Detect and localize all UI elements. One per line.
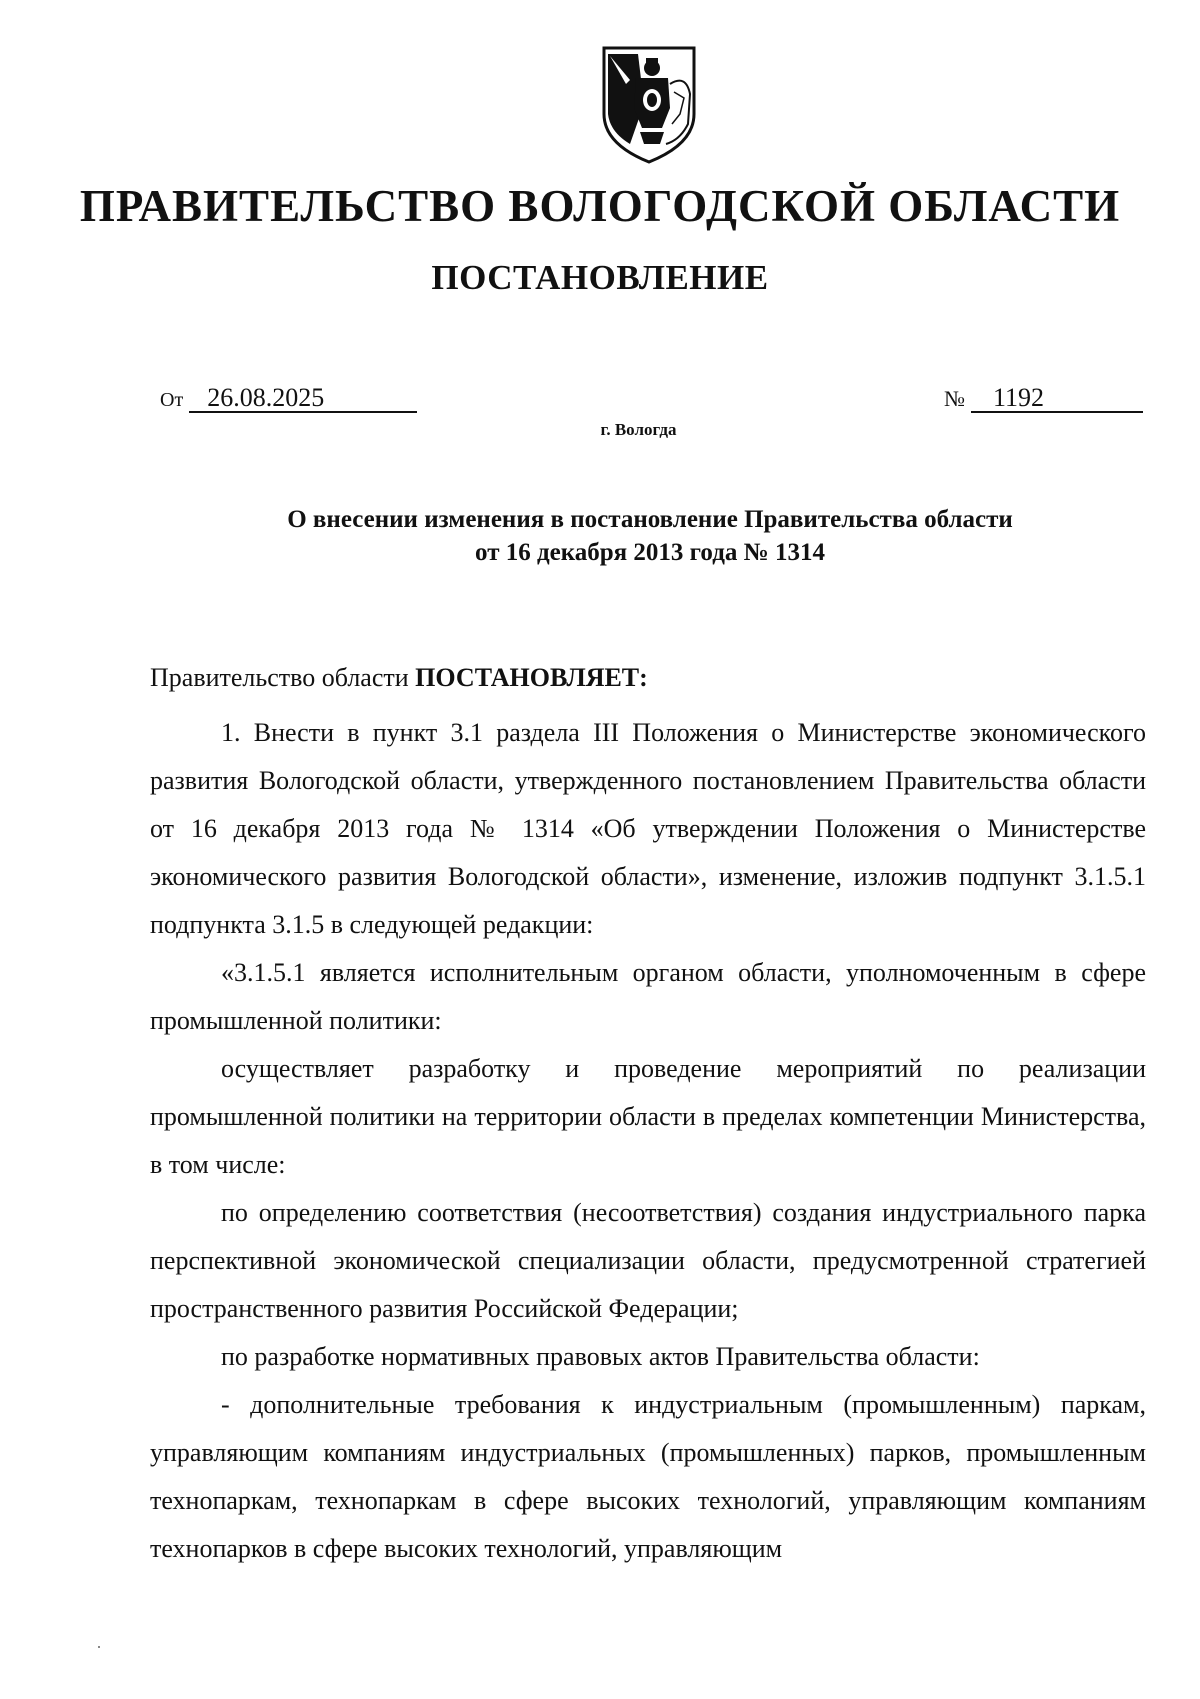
- coat-of-arms-icon: [600, 44, 698, 166]
- city-label: г. Вологда: [600, 420, 677, 439]
- subject-line-1: О внесении изменения в постановление Правительства области: [287, 506, 1013, 533]
- scan-speck: [98, 1646, 100, 1648]
- body-paragraph: «3.1.5.1 является исполнительным органом области, уполномоченным в сфере промышленной политики:: [150, 958, 1146, 1035]
- number-value: 1192: [971, 385, 1143, 413]
- intro-keyword: ПОСТАНОВЛЯЕТ:: [415, 663, 648, 692]
- document-date: [160, 385, 417, 413]
- body-paragraph: 1. Внести в пункт 3.1 раздела III Положения о Министерстве экономического развития Вологодской области, утвержденного постановлением Правительства области от 16 декабря 2013 года № 1314 «Об утверждении Положения о Министерстве экономического развития Вологодской области», изменение, изложив подпункт 3.1.5.1 подпункта 3.1.5 в следующей редакции:: [150, 718, 1146, 939]
- date-value: 26.08.2025: [189, 385, 417, 413]
- body-paragraph: по разработке нормативных правовых актов Правительства области:: [221, 1342, 980, 1371]
- body-paragraph: осуществляет разработку и проведение мероприятий по реализации промышленной политики на территории области в пределах компетенции Министерства, в том числе:: [150, 1054, 1146, 1179]
- document-type: ПОСТАНОВЛЕНИЕ: [431, 258, 769, 297]
- body-paragraph: - дополнительные требования к индустриальным (промышленным) паркам, управляющим компаниям индустриальных (промышленных) парков, промышленным технопаркам, технопаркам в сфере высоких технологий, управляющим компаниям технопарков в сфере высоких технологий, управляющим: [150, 1390, 1146, 1563]
- document-body: [150, 654, 1146, 1573]
- resolution-intro: [150, 654, 1146, 702]
- body-paragraph: по определению соответствия (несоответствия) создания индустриального парка перспективной экономической специализации области, предусмотренной стратегией пространственного развития Российской Федерации;: [150, 1198, 1146, 1323]
- subject-line-2: от 16 декабря 2013 года № 1314: [475, 539, 825, 566]
- document-subject: [150, 503, 1150, 569]
- document-number: [944, 385, 1143, 413]
- number-prefix: №: [944, 386, 965, 411]
- government-title: ПРАВИТЕЛЬСТВО ВОЛОГОДСКОЙ ОБЛАСТИ: [79, 181, 1121, 231]
- intro-text: Правительство области: [150, 663, 416, 692]
- date-prefix: От: [160, 389, 184, 411]
